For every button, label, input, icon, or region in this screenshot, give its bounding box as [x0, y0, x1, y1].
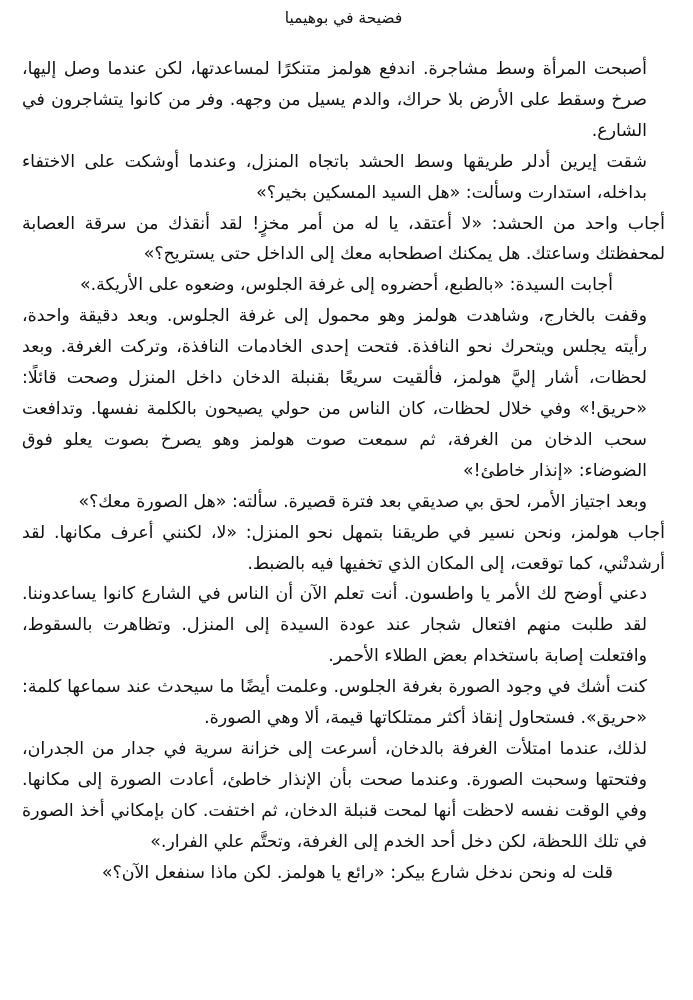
paragraph: أجاب هولمز، ونحن نسير في طريقنا بتمهل نحو المنزل: «لا، لكنني أعرف مكانها. لقد أرشدتْني، كما توقعت، إلى المكان الذي تخفيها فيه بالضبط.: [22, 522, 665, 574]
paragraph: وبعد اجتياز الأمر، لحق بي صديقي بعد فترة قصيرة. سألته: «هل الصورة معك؟»: [78, 491, 647, 512]
paragraph: كنت أشك في وجود الصورة بغرفة الجلوس. وعلمت أيضًا ما سيحدث عند سماعها كلمة: «حريق». فستحاول إنقاذ أكثر ممتلكاتها قيمة، ألا وهي الصورة.: [22, 677, 647, 729]
paragraph: أصبحت المرأة وسط مشاجرة. اندفع هولمز متنكرًا لمساعدتها، لكن عندما وصل إليها، صرخ وسقط على الأرض بلا حراك، والدم يسيل من وجهه. وفر من كانوا يتشاجرون في الشارع.: [22, 59, 647, 141]
paragraph: قلت له ونحن ندخل شارع بيكر: «رائع يا هولمز. لكن ماذا سنفعل الآن؟»: [101, 862, 613, 883]
paragraph: وقفت بالخارج، وشاهدت هولمز وهو محمول إلى غرفة الجلوس. وبعد دقيقة واحدة، رأيته يجلس ويتحرك نحو النافذة. فتحت إحدى الخادمات النافذة، وتركت الغرفة. وبعد لحظات، أشار إليَّ هولمز، فألقيت سريعًا بقنبلة الدخان داخل المنزل وصحت قائلًا: «حريق!» وفي خلال لحظات، كان الناس من حولي يصيحون بالكلمة نفسها. وتدافعت سحب الدخان من الغرفة، ثم سمعت صوت هولمز وهو يصرخ بصوت يعلو فوق الضوضاء: «إنذار خاطئ!»: [22, 306, 647, 481]
paragraph: أجابت السيدة: «بالطبع، أحضروه إلى غرفة الجلوس، وضعوه على الأريكة.»: [79, 275, 613, 296]
paragraph: لذلك، عندما امتلأت الغرفة بالدخان، أسرعت إلى خزانة سرية في جدار من الجدران، وفتحتها وسحبت الصورة. وعندما صحت بأن الإنذار خاطئ، أعادت الصورة إلى مكانها. وفي الوقت نفسه لاحظت أنها لمحت قنبلة الدخان، ثم اختفت. كان بإمكاني أخذ الصورة في تلك اللحظة، لكن دخل أحد الخدم إلى الغرفة، وتحتَّم علي الفرار.»: [22, 738, 647, 852]
paragraph: دعني أوضح لك الأمر يا واطسون. أنت تعلم الآن أن الناس في الشارع كانوا يساعدوننا. لقد طلبت منهم افتعال شجار عند عودة السيدة إلى المنزل. وتظاهرت بالسقوط، وافتعلت إصابة باستخدام بعض الطلاء الأحمر.: [22, 584, 647, 667]
running-header: فضيحة في بوهيميا: [284, 9, 403, 27]
paragraph: شقت إيرين أدلر طريقها وسط الحشد باتجاه المنزل، وعندما أوشكت على الاختفاء بداخله، استدارت وسألت: «هل السيد المسكين بخير؟»: [22, 151, 647, 203]
paragraph: أجاب واحد من الحشد: «لا أعتقد، يا له من أمر مخزٍ! لقد أنقذك من سرقة العصابة لمحفظتك وساعتك. هل يمكنك اصطحابه معك إلى الداخل حتى يستريح؟»: [22, 213, 665, 265]
